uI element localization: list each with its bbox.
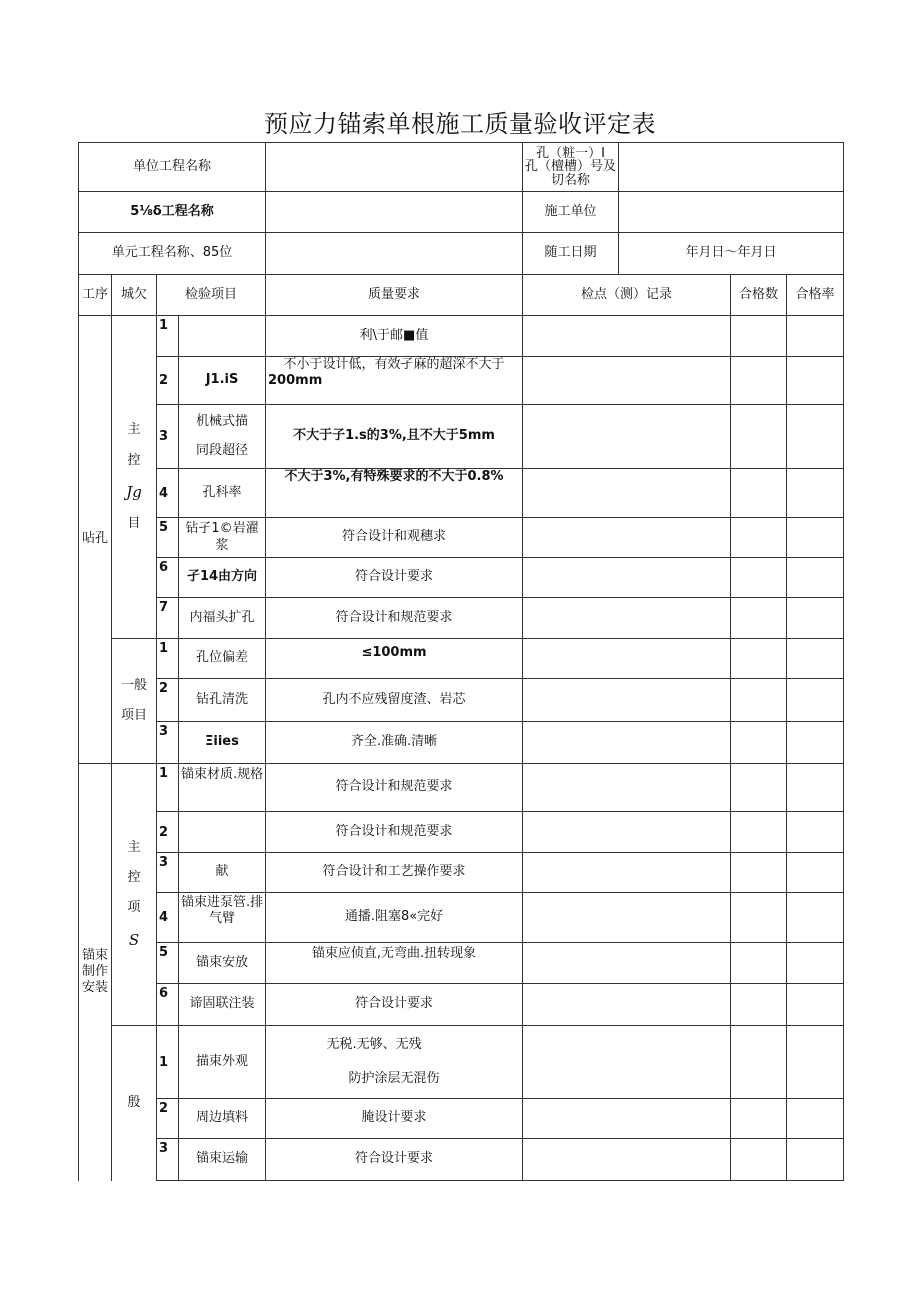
row-rate[interactable] [787,518,844,558]
row-item: 钻孑1©岩濯浆 [179,518,266,558]
row-count[interactable] [731,812,787,853]
table-row [79,405,844,469]
table-row [79,812,844,853]
row-item: Ξiies [179,722,266,764]
row-no: 4 [157,469,179,518]
sub-project-label: 5⅛δ工程名称 [79,192,266,233]
row-count[interactable] [731,1026,787,1099]
row-record[interactable] [523,598,731,639]
process-anchor-install: 锚束 制作 安装 [79,764,112,1181]
row-count[interactable] [731,518,787,558]
row-rate[interactable] [787,639,844,679]
row-record[interactable] [523,357,731,405]
table-row [79,1099,844,1139]
main-control-label-2: 主 控 项 S [112,764,157,1026]
row-count[interactable] [731,1139,787,1181]
row-rate[interactable] [787,598,844,639]
row-count[interactable] [731,679,787,722]
col-item: 检验项目 [157,275,266,316]
row-rate[interactable] [787,984,844,1026]
row-rate[interactable] [787,722,844,764]
row-no: 1 [157,316,179,357]
row-record[interactable] [523,764,731,812]
table-row [79,679,844,722]
row-no: 7 [157,598,179,639]
row-rate[interactable] [787,853,844,893]
row-req: 通播.阻塞8«完好 [266,893,523,943]
row-item: 钻孔清洗 [179,679,266,722]
row-item: 孔位偏差 [179,639,266,679]
unit-element-label: 单元工程名称、85位 [79,233,266,275]
row-no: 2 [157,357,179,405]
row-req: 符合设计和规范要求 [266,764,523,812]
col-category: 城欠 [112,275,157,316]
general-label: 一般 项目 [112,639,157,764]
table-row [79,893,844,943]
row-rate[interactable] [787,405,844,469]
row-item: 周边填料 [179,1099,266,1139]
row-rate[interactable] [787,1026,844,1099]
row-req: 锚束应侦直,无弯曲.扭转现象 [266,943,523,984]
row-count[interactable] [731,316,787,357]
row-record[interactable] [523,893,731,943]
unit-project-label: 单位工程名称 [79,143,266,192]
row-count[interactable] [731,1099,787,1139]
row-record[interactable] [523,518,731,558]
row-record[interactable] [523,853,731,893]
row-rate[interactable] [787,1099,844,1139]
row-item: 锚束运输 [179,1139,266,1181]
row-no: 2 [157,812,179,853]
row-no: 3 [157,1139,179,1181]
row-req: 不大于3%,有特殊要求的不大于0.8% [266,469,523,518]
row-rate[interactable] [787,316,844,357]
table-row [79,984,844,1026]
row-record[interactable] [523,722,731,764]
col-qualified-count: 合格数 [731,275,787,316]
row-req: 符合设计和观穗求 [266,518,523,558]
process-drilling: 呫孔 [79,316,112,764]
row-record[interactable] [523,1139,731,1181]
row-req: 符合设计要求 [266,984,523,1026]
row-item: 孔科率 [179,469,266,518]
row-req: 孔内不应残留度渣、岩芯 [266,679,523,722]
table-row [79,764,844,812]
row-item: J1.iS [179,357,266,405]
main-control-label: 主 控 Jg 目 [112,316,157,639]
row-count[interactable] [731,722,787,764]
row-item: 内福头扩孔 [179,598,266,639]
row-item: 孑14由方向 [179,558,266,598]
row-item: 锚束材质.规格 [179,764,266,812]
row-req: 符合设计和工艺操作要求 [266,853,523,893]
construction-unit-label: 施工单位 [523,192,619,233]
row-record[interactable] [523,984,731,1026]
row-req: 符合设计要求 [266,1139,523,1181]
row-record[interactable] [523,943,731,984]
col-record: 检点（测）记录 [523,275,731,316]
row-count[interactable] [731,598,787,639]
hole-label: 孔（粧一）Ⅰ 孔（檀槽）号及 切名称 [523,143,619,192]
row-no: 3 [157,722,179,764]
row-record[interactable] [523,679,731,722]
table-row [79,469,844,518]
hole-value[interactable] [619,143,844,192]
row-rate[interactable] [787,469,844,518]
row-record[interactable] [523,1026,731,1099]
row-count[interactable] [731,357,787,405]
row-item: 锚束进泵管.排 气臂 [179,893,266,943]
unit-element-value[interactable] [266,233,523,275]
row-no: 1 [157,1026,179,1099]
row-count[interactable] [731,764,787,812]
row-count[interactable] [731,943,787,984]
table-row [79,722,844,764]
row-rate[interactable] [787,812,844,853]
table-row [79,943,844,984]
row-rate[interactable] [787,943,844,984]
row-count[interactable] [731,469,787,518]
construction-unit-value[interactable] [619,192,844,233]
row-count[interactable] [731,639,787,679]
row-req: ≤100mm [266,639,523,679]
row-req: 齐全.准确.清晰 [266,722,523,764]
table-row [79,357,844,405]
row-req: 无税.无够、无残 防护涂层无混伤 [266,1026,523,1099]
row-count[interactable] [731,853,787,893]
row-no: 5 [157,943,179,984]
row-item: 机械式描 同段超径 [179,405,266,469]
row-req: 符合设计要求 [266,558,523,598]
row-rate[interactable] [787,357,844,405]
row-record[interactable] [523,558,731,598]
row-count[interactable] [731,405,787,469]
row-rate[interactable] [787,558,844,598]
row-count[interactable] [731,893,787,943]
row-record[interactable] [523,639,731,679]
row-item: 献 [179,853,266,893]
row-req: 不大于子1.s的3%,且不大于5mm [266,405,523,469]
row-rate[interactable] [787,679,844,722]
col-qualified-rate: 合格率 [787,275,844,316]
row-no: 2 [157,679,179,722]
row-rate[interactable] [787,1139,844,1181]
unit-project-value[interactable] [266,143,523,192]
table-row [79,639,844,679]
table-row [79,316,844,357]
quality-evaluation-table [78,142,844,1181]
document-title: 预应力锚索单根施工质量验收评定表 [264,110,656,138]
row-no: 1 [157,764,179,812]
table-row [79,558,844,598]
row-req: 符合设计和规范要求 [266,598,523,639]
row-item: 谛固联注装 [179,984,266,1026]
row-item: 锚束安放 [179,943,266,984]
row-rate[interactable] [787,893,844,943]
row-record[interactable] [523,316,731,357]
row-item [179,812,266,853]
table-row [79,518,844,558]
row-record[interactable] [523,405,731,469]
row-no: 2 [157,1099,179,1139]
row-count[interactable] [731,558,787,598]
row-req: 符合设计和规范要求 [266,812,523,853]
row-record[interactable] [523,1099,731,1139]
row-item: 描束外观 [179,1026,266,1099]
row-no: 6 [157,558,179,598]
general-label-2: 殷 [112,1026,157,1181]
table-row [79,853,844,893]
table-row [79,598,844,639]
construction-date-label: 随工日期 [523,233,619,275]
construction-date-value: 年月日〜年月日 [619,233,844,275]
table-row [79,1139,844,1181]
table-row [79,1026,844,1099]
row-item [179,316,266,357]
row-no: 1 [157,639,179,679]
row-count[interactable] [731,984,787,1026]
row-no: 4 [157,893,179,943]
col-process: 工序 [79,275,112,316]
row-record[interactable] [523,812,731,853]
row-req: 腌设计要求 [266,1099,523,1139]
row-rate[interactable] [787,764,844,812]
sub-project-value[interactable] [266,192,523,233]
col-requirement: 质量要求 [266,275,523,316]
row-no: 3 [157,405,179,469]
row-no: 5 [157,518,179,558]
row-record[interactable] [523,469,731,518]
row-no: 3 [157,853,179,893]
row-no: 6 [157,984,179,1026]
row-req: 利\于邮■值 [266,316,523,357]
row-req: 不小于设计低，有效孑麻的超深不大于 200mm [266,357,523,405]
